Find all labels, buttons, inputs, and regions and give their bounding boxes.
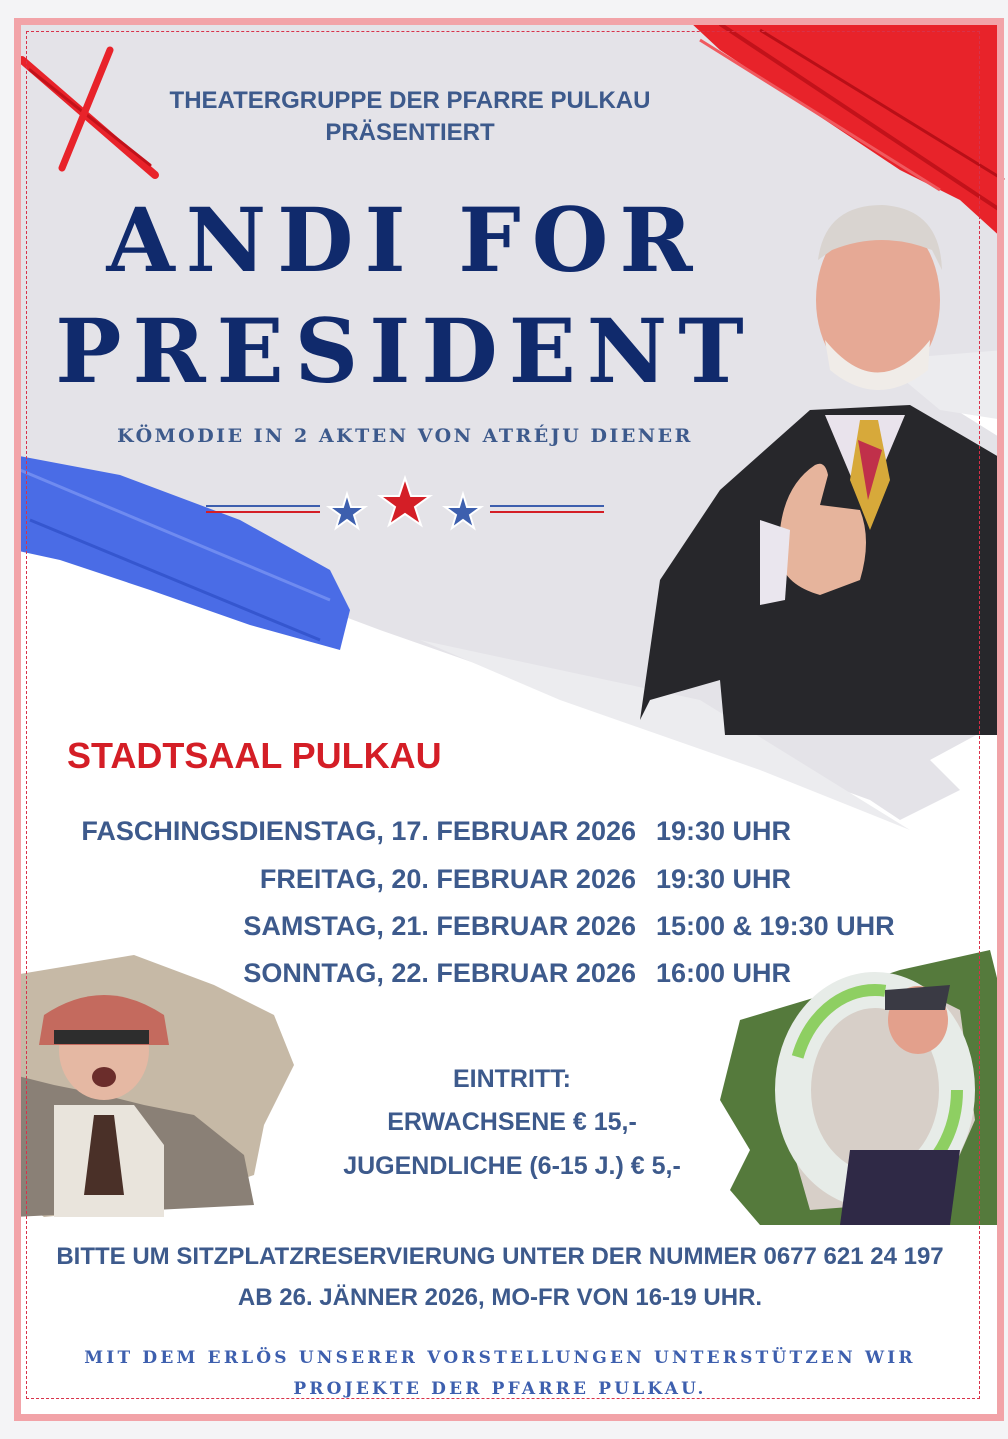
play-subtitle: KÖMODIE IN 2 AKTEN VON ATRÉJU DIENER xyxy=(117,425,693,447)
play-title-line-2: PRESIDENT xyxy=(55,299,755,403)
footer-line-1: MIT DEM ERLÖS UNSERER VORSTELLUNGEN UNTERSTÜTZEN WIR xyxy=(84,1348,916,1368)
performance-time: 16:00 UHR xyxy=(656,958,792,988)
performance-date: FASCHINGSDIENSTAG, 17. FEBRUAR 2026 xyxy=(81,816,636,846)
reservation-line-1: BITTE UM SITZPLATZRESERVIERUNG UNTER DER NUMMER 0677 621 24 197 xyxy=(56,1243,944,1270)
reservation-line-2: AB 26. JÄNNER 2026, MO-FR VON 16-19 UHR. xyxy=(237,1284,763,1311)
performance-date: SONNTAG, 22. FEBRUAR 2026 xyxy=(243,958,636,988)
play-title-line-1: ANDI FOR xyxy=(106,188,704,292)
performance-time: 19:30 UHR xyxy=(656,864,792,894)
performance-time: 15:00 & 19:30 UHR xyxy=(656,911,895,941)
admission-adults: ERWACHSENE € 15,- xyxy=(387,1108,637,1136)
actor-left-photo xyxy=(14,955,294,1217)
presenter-line-1: THEATERGRUPPE DER PFARRE PULKAU xyxy=(169,87,651,114)
footer-line-2: PROJEKTE DER PFARRE PULKAU. xyxy=(293,1379,707,1399)
venue-name: STADTSAAL PULKAU xyxy=(67,735,442,776)
performance-time: 19:30 UHR xyxy=(656,816,792,846)
admission-heading: EINTRITT: xyxy=(452,1065,572,1093)
presenter-line-2: PRÄSENTIERT xyxy=(325,119,495,146)
performance-date: SAMSTAG, 21. FEBRUAR 2026 xyxy=(243,911,636,941)
performance-date: FREITAG, 20. FEBRUAR 2026 xyxy=(259,864,636,894)
admission-youth: JUGENDLICHE (6-15 J.) € 5,- xyxy=(343,1152,681,1180)
